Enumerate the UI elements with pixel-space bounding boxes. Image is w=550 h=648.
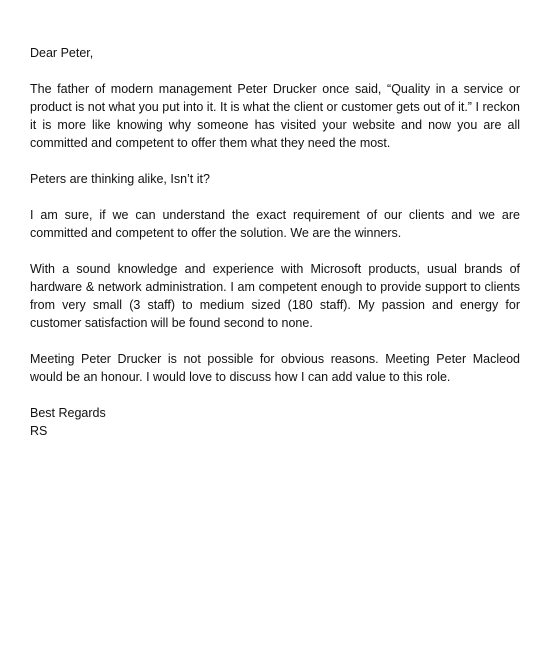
letter-salutation: Dear Peter, (30, 46, 94, 60)
letter-paragraph-4: With a sound knowledge and experience with Microsoft products, usual brands of hardware & network administration. I am competent enough to provide support to clients from very small (3 staff) to medium sized (180 staff). My passion and energy for customer satisfaction will be found second to none. (30, 262, 520, 330)
letter-closing: Best Regards (30, 406, 106, 420)
letter-paragraph-2: Peters are thinking alike, Isn’t it? (30, 172, 210, 186)
letter-paragraph-5: Meeting Peter Drucker is not possible for obvious reasons. Meeting Peter Macleod would be an honour. I would love to discuss how I can add value to this role. (30, 352, 520, 384)
letter-paragraph-3: I am sure, if we can understand the exact requirement of our clients and we are committed and competent to offer the solution. We are the winners. (30, 208, 520, 240)
letter-paragraph-1: The father of modern management Peter Drucker once said, “Quality in a service or product is not what you put into it. It is what the client or customer gets out of it.” I reckon it is more like knowing why someone has visited your website and now you are all committed and competent to offer them what they need the most. (30, 82, 520, 150)
letter-signature: RS (30, 424, 48, 438)
